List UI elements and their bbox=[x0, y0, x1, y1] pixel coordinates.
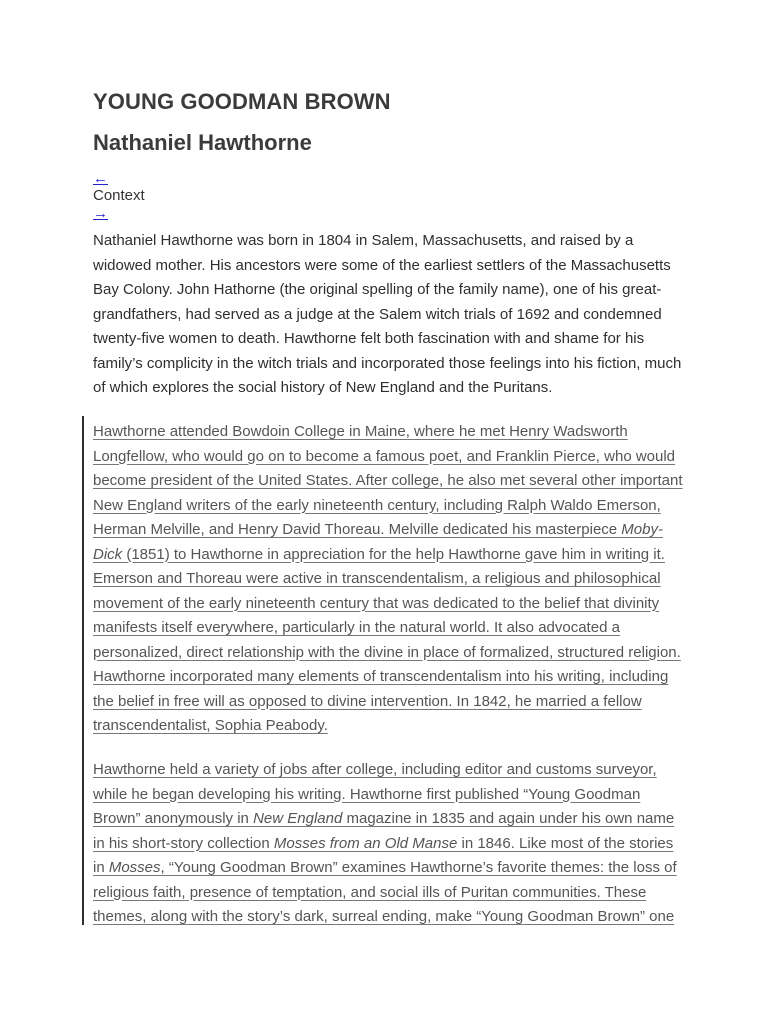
paragraph-college bbox=[93, 420, 683, 739]
section-label: Context bbox=[93, 187, 145, 204]
paragraph-career-text-1: Hawthorne held a variety of jobs after college, including editor and customs surveyor, while he began developing his writing. Hawthorne first published “Young Goodman Brown” anonymously in bbox=[93, 761, 657, 827]
paragraph-career-text-4: , “Young Goodman Brown” examines Hawthorne’s favorite themes: the loss of religious faith, presence of temptation, and social ills of Puritan communities. These themes, along with the story’s dark, surreal ending, make “Young Goodman Brown” one bbox=[93, 859, 677, 925]
paragraph-college-text-2: (1851) to Hawthorne in appreciation for the help Hawthorne gave him in writing it. Emerson and Thoreau were active in transcendentalism, a religious and philosophical movement of the early nineteenth century that was dedicated to the belief that divinity manifests itself everywhere, particularly in the natural world. It also advocated a personalized, direct relationship with the divine in place of formalized, structured religion. Hawthorne incorporated many elements of transcendentalism into his writing, including the belief in free will as opposed to divine intervention. In 1842, he married a fellow transcendentalist, Sophia Peabody. bbox=[93, 545, 681, 734]
paragraph-career-text-3: in 1846. Like most of the stories in bbox=[93, 834, 674, 876]
title-new-england: New England bbox=[253, 810, 343, 827]
previous-section-arrow-icon[interactable]: ← bbox=[93, 170, 108, 187]
paragraph-career-text-2: magazine in 1835 and again under his own name in his short-story collection bbox=[93, 810, 675, 852]
next-section-arrow-icon[interactable]: → bbox=[93, 205, 108, 222]
title-mosses: Mosses bbox=[108, 859, 161, 876]
author-name: Nathaniel Hawthorne bbox=[93, 130, 312, 155]
paragraph-career bbox=[93, 758, 683, 928]
title-moby-dick: Moby-Dick bbox=[93, 521, 663, 563]
paragraph-birth: Nathaniel Hawthorne was born in 1804 in Salem, Massachusetts, and raised by a widowed mother. His ancestors were some of the earliest settlers of the Massachusetts Bay Colony. John Hathorne (the original spelling of the family name), one of his great-grandfathers, had served as a judge at the Salem witch trials of 1692 and condemned twenty-five women to death. Hawthorne felt both fascination with and shame for his family’s complicity in the witch trials and incorporated those feelings into his fiction, much of which explores the social history of New England and the Puritans. bbox=[93, 232, 682, 396]
document-title: YOUNG GOODMAN BROWN bbox=[93, 89, 391, 114]
section-navigation bbox=[93, 172, 145, 220]
title-mosses-from-an-old-manse: Mosses from an Old Manse bbox=[273, 834, 458, 852]
paragraph-college-text-1: Hawthorne attended Bowdoin College in Maine, where he met Henry Wadsworth Longfellow, who would go on to become a famous poet, and Franklin Pierce, who would become president of the United States. After college, he also met several other important New England writers of the early nineteenth century, including Ralph Waldo Emerson, Herman Melville, and Henry David Thoreau. Melville dedicated his masterpiece bbox=[93, 423, 683, 538]
quote-bar bbox=[82, 416, 84, 925]
